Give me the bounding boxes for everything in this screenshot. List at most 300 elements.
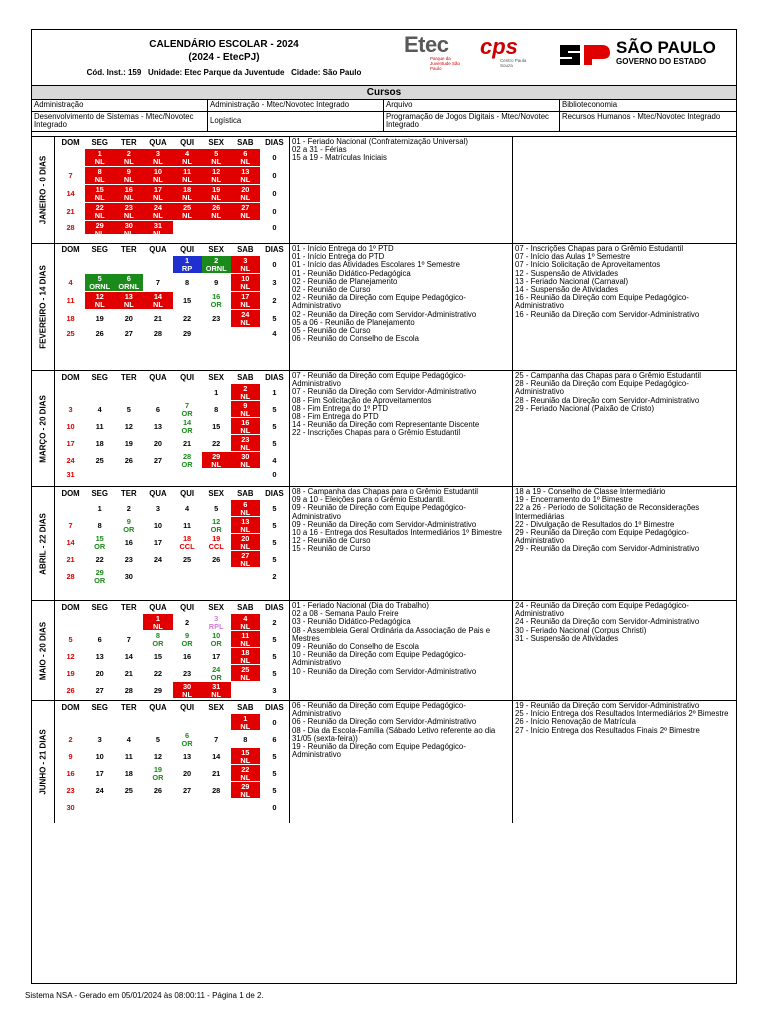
event-item: 05 a 06 - Reunião de Planejamento (292, 317, 415, 327)
month-block (32, 486, 736, 600)
courses-heading: Cursos (32, 85, 736, 100)
month-grid (56, 244, 290, 370)
school-days-count: 5 (260, 748, 289, 765)
event-item: 10 - Reunião da Direção com Servidor-Administrativo (292, 666, 477, 676)
day-cell: 25 (173, 551, 202, 568)
day-cell (231, 568, 260, 585)
events-column-right (513, 244, 736, 370)
event-item: 09 - Reunião da Direção com Servidor-Administrativo (292, 519, 477, 529)
school-days-count: 2 (260, 568, 289, 585)
week-row (56, 799, 289, 816)
school-days-count: 1 (260, 384, 289, 401)
day-cell: 15 (202, 418, 231, 435)
event-item: 25 - Início Entrega dos Resultados Intermediários 2º Bimestre (515, 709, 729, 719)
day-cell: 17 NL (143, 185, 172, 203)
day-cell (143, 256, 172, 274)
day-cell: 4 (173, 500, 202, 517)
day-cell: 15 NL (231, 748, 260, 765)
event-item: 01 - Reunião Didático-Pedagógica (292, 268, 411, 278)
event-item: 16 - Reunião da Direção com Equipe Pedagógico-Administrativo (515, 293, 689, 311)
weekday-header: SEG (85, 701, 114, 714)
day-cell: 11 (85, 418, 114, 435)
school-days-count: 4 (260, 328, 289, 340)
day-cell: 27 NL (231, 551, 260, 568)
day-cell: 28 (114, 682, 143, 699)
sp-emblem-icon (558, 41, 612, 67)
day-cell: 29 NL (231, 782, 260, 799)
event-item: 15 a 19 - Matrículas Iniciais (292, 153, 387, 163)
school-days-count: 4 (260, 452, 289, 469)
day-cell: 11 NL (231, 631, 260, 648)
day-cell: 22 NL (231, 765, 260, 782)
day-cell: 5 NL (202, 149, 231, 167)
day-cell: 4 (114, 731, 143, 748)
day-cell: 26 (114, 452, 143, 469)
weekday-header: TER (114, 371, 143, 384)
week-row (56, 614, 289, 631)
week-row (56, 517, 289, 534)
weekday-header: SAB (231, 137, 260, 149)
day-cell: 2 NL (231, 384, 260, 401)
school-days-count: 2 (260, 292, 289, 310)
course-cell: Recursos Humanos - Mtec/Novotec Integrado (562, 112, 721, 121)
footer-text: Sistema NSA - Gerado em 05/01/2024 às 08:00:11 - Página 1 de 2. (25, 991, 264, 1000)
day-cell: 31 NL (143, 221, 172, 235)
event-item: 19 - Reunião da Direção com Servidor-Administrativo (515, 701, 700, 710)
event-item: 19 - Encerramento do 1º Bimestre (515, 495, 633, 505)
month-label: ABRIL - 22 DIAS (32, 487, 55, 600)
event-item: 08 - Fim Solicitação de Aproveitamentos (292, 395, 432, 405)
event-item: 09 - Reunião do Conselho de Escola (292, 642, 420, 652)
day-cell: 6 NL (231, 149, 260, 167)
day-cell: 30 NL (231, 452, 260, 469)
event-item: 01 - Início Entrega do 1º PTD (292, 244, 394, 253)
day-cell: 4 NL (173, 149, 202, 167)
day-cell: 7 OR (173, 401, 202, 418)
day-cell: 23 (56, 782, 85, 799)
day-cell: 21 (56, 203, 85, 221)
event-item: 22 - Inscrições Chapas para o Grêmio Estudantil (292, 428, 461, 438)
day-cell: 25 (56, 328, 85, 340)
day-cell: 18 CCL (173, 534, 202, 551)
week-row (56, 221, 289, 238)
weekday-header: QUI (173, 137, 202, 149)
weekday-header: TER (114, 137, 143, 149)
day-cell: 23 NL (114, 203, 143, 221)
courses-row (32, 100, 736, 112)
day-cell: 29 (143, 682, 172, 699)
school-days-count: 5 (260, 435, 289, 452)
day-cell: 19 OR (143, 765, 172, 782)
weekday-header: SEG (85, 371, 114, 384)
day-cell: 23 (202, 310, 231, 328)
day-cell (85, 714, 114, 731)
day-cell: 17 (143, 534, 172, 551)
event-item: 02 - Reunião da Direção com Servidor-Administrativo (292, 309, 477, 319)
week-row (56, 551, 289, 568)
month-block (32, 370, 736, 486)
school-days-count: 5 (260, 534, 289, 551)
day-cell: 25 (114, 782, 143, 799)
day-cell (173, 221, 202, 235)
day-cell: 13 (173, 748, 202, 765)
event-item: 09 a 10 - Eleições para o Grêmio Estudantil. (292, 495, 445, 505)
day-cell (56, 500, 85, 517)
weekday-header-row (56, 137, 289, 149)
day-cell: 10 (56, 418, 85, 435)
school-days-count: 0 (260, 469, 289, 481)
day-cell: 4 (85, 401, 114, 418)
event-item: 22 - Divulgação de Resultados do 1º Bimestre (515, 519, 675, 529)
school-days-count: 3 (260, 682, 289, 699)
day-cell: 17 (202, 648, 231, 665)
day-cell (202, 328, 231, 340)
day-cell: 24 NL (231, 310, 260, 328)
weekday-header: TER (114, 601, 143, 614)
calendar-title: CALENDÁRIO ESCOLAR - 2024 (149, 39, 299, 50)
event-item: 02 a 31 - Férias (292, 145, 347, 155)
day-cell: 26 (202, 551, 231, 568)
week-row (56, 292, 289, 310)
event-item: 18 a 19 - Conselho de Classe Intermediário (515, 487, 666, 496)
course-cell: Logística (208, 112, 384, 131)
day-cell (173, 714, 202, 731)
day-cell: 6 (85, 631, 114, 648)
event-item: 12 - Suspensão de Atividades (515, 268, 619, 278)
day-cell: 1 NL (231, 714, 260, 731)
event-item: 24 - Reunião da Direção com Equipe Pedagógico-Administrativo (515, 601, 689, 619)
day-cell: 8 (231, 731, 260, 748)
day-cell: 14 (56, 534, 85, 551)
day-cell (85, 614, 114, 631)
event-item: 12 - Reunião de Curso (292, 536, 371, 546)
day-cell: 1 RP (173, 256, 202, 274)
school-days-count: 5 (260, 782, 289, 799)
day-cell: 20 (85, 665, 114, 682)
course-cell: Desenvolvimento de Sistemas - Mtec/Novotec Integrado (32, 112, 208, 131)
event-item: 14 - Reunião da Direção com Representante Discente (292, 420, 480, 430)
day-cell: 2 (114, 500, 143, 517)
day-cell: 8 NL (85, 167, 114, 185)
event-item: 02 - Reunião de Curso (292, 285, 371, 295)
week-row (56, 401, 289, 418)
weekday-header: QUA (143, 601, 172, 614)
weekday-header: SEG (85, 601, 114, 614)
day-cell (202, 799, 231, 816)
event-item: 02 - Reunião da Direção com Equipe Pedagógico-Administrativo (292, 293, 466, 311)
day-cell: 12 (143, 748, 172, 765)
events-column-right (513, 487, 736, 600)
day-cell: 28 OR (173, 452, 202, 469)
day-cell: 1 NL (143, 614, 172, 631)
weekday-header: TER (114, 244, 143, 256)
day-cell: 1 (85, 500, 114, 517)
day-cell: 18 (85, 435, 114, 452)
day-cell: 3 (56, 401, 85, 418)
school-days-count: 5 (260, 665, 289, 682)
day-cell: 3 RPL (202, 614, 231, 631)
day-cell: 17 (85, 765, 114, 782)
events-column-left (290, 244, 513, 370)
weekday-header: DOM (56, 701, 85, 714)
month-grid (56, 137, 290, 243)
event-item: 15 - Reunião de Curso (292, 544, 371, 554)
weekday-header: QUI (173, 371, 202, 384)
day-cell: 17 (56, 435, 85, 452)
event-item: 01 - Feriado Nacional (Dia do Trabalho) (292, 601, 429, 610)
day-cell: 16 (173, 648, 202, 665)
weekday-header-row (56, 701, 289, 714)
day-cell: 13 NL (114, 292, 143, 310)
week-row (56, 185, 289, 203)
school-days-count: 0 (260, 185, 289, 203)
week-row (56, 274, 289, 292)
day-cell (143, 384, 172, 401)
day-cell: 26 (143, 782, 172, 799)
week-row (56, 500, 289, 517)
month-block (32, 243, 736, 370)
event-item: 10 - Reunião da Direção com Equipe Pedagógico-Administrativo (292, 650, 466, 668)
day-cell: 14 OR (173, 418, 202, 435)
weekday-header: SEG (85, 244, 114, 256)
day-cell: 15 (143, 648, 172, 665)
weekday-header: SAB (231, 487, 260, 500)
day-cell: 2 ORNL (202, 256, 231, 274)
day-cell: 5 (143, 731, 172, 748)
event-item: 28 - Reunião da Direção com Equipe Pedagógico-Administrativo (515, 379, 689, 397)
day-cell: 20 NL (231, 534, 260, 551)
event-item: 07 - Início Solicitação de Aproveitamentos (515, 260, 661, 270)
events-column-left (290, 601, 513, 700)
day-cell: 7 (202, 731, 231, 748)
event-item: 25 - Campanha das Chapas para o Grêmio Estudantil (515, 371, 701, 380)
day-cell: 9 (202, 274, 231, 292)
institution-info: Cód. Inst.: 159 Unidade: Etec Parque da Juventude Cidade: São Paulo (86, 68, 362, 77)
weekday-header: DIAS (260, 244, 289, 256)
weekday-header: QUA (143, 701, 172, 714)
day-cell: 24 (85, 782, 114, 799)
day-cell: 27 (173, 782, 202, 799)
day-cell (173, 384, 202, 401)
day-cell: 13 (85, 648, 114, 665)
school-days-count: 0 (260, 799, 289, 816)
day-cell: 1 (202, 384, 231, 401)
month-grid (56, 601, 290, 700)
day-cell: 3 NL (143, 149, 172, 167)
day-cell: 24 OR (202, 665, 231, 682)
week-row (56, 452, 289, 469)
event-item: 19 - Reunião da Direção com Equipe Pedagógico-Administrativo (292, 742, 466, 760)
day-cell: 26 (56, 682, 85, 699)
day-cell: 1 NL (85, 149, 114, 167)
day-cell: 22 (173, 310, 202, 328)
day-cell: 28 (56, 568, 85, 585)
weekday-header: SAB (231, 244, 260, 256)
event-item: 08 - Fim Entrega do PTD (292, 412, 379, 422)
day-cell: 5 (202, 500, 231, 517)
day-cell (231, 682, 260, 699)
month-label: MAIO - 20 DIAS (32, 601, 55, 700)
day-cell: 8 (85, 517, 114, 534)
school-days-count: 5 (260, 500, 289, 517)
event-item: 29 - Reunião da Direção com Equipe Pedagógico-Administrativo (515, 528, 689, 546)
day-cell: 23 (114, 551, 143, 568)
event-item: 07 - Reunião da Direção com Servidor-Administrativo (292, 387, 477, 397)
day-cell (114, 384, 143, 401)
week-row (56, 534, 289, 551)
course-cell: Programação de Jogos Digitais - Mtec/Novotec Integrado (384, 112, 560, 131)
month-label: MARÇO - 20 DIAS (32, 371, 55, 486)
weekday-header: SEX (202, 137, 231, 149)
day-cell: 25 NL (173, 203, 202, 221)
day-cell: 5 ORNL (85, 274, 114, 292)
day-cell: 22 NL (85, 203, 114, 221)
day-cell: 14 (202, 748, 231, 765)
events-column-right (513, 701, 736, 823)
week-row (56, 631, 289, 648)
week-row (56, 418, 289, 435)
day-cell: 20 NL (231, 185, 260, 203)
month-label: FEVEREIRO - 14 DIAS (32, 244, 55, 370)
day-cell: 6 ORNL (114, 274, 143, 292)
day-cell: 24 (143, 551, 172, 568)
day-cell: 21 (56, 551, 85, 568)
day-cell: 14 NL (143, 292, 172, 310)
day-cell: 19 CCL (202, 534, 231, 551)
day-cell: 30 NL (173, 682, 202, 699)
events-column-left (290, 487, 513, 600)
school-days-count: 0 (260, 167, 289, 185)
day-cell: 23 NL (231, 435, 260, 452)
weekday-header: DOM (56, 371, 85, 384)
course-cell: Arquivo (384, 100, 560, 111)
event-item: 10 a 16 - Entrega dos Resultados Intermediários 1º Bimestre (292, 528, 503, 538)
event-item: 29 - Feriado Nacional (Paixão de Cristo) (515, 403, 655, 413)
weekday-header: QUI (173, 601, 202, 614)
day-cell: 12 (114, 418, 143, 435)
weekday-header: QUI (173, 487, 202, 500)
header (32, 30, 736, 85)
week-row (56, 310, 289, 328)
school-days-count: 2 (260, 614, 289, 631)
weekday-header: DIAS (260, 601, 289, 614)
day-cell: 19 (85, 310, 114, 328)
weekday-header: SEX (202, 487, 231, 500)
day-cell: 30 (114, 568, 143, 585)
week-row (56, 748, 289, 765)
event-item: 13 - Feriado Nacional (Carnaval) (515, 276, 629, 286)
day-cell: 11 (114, 748, 143, 765)
event-item: 06 - Reunião do Conselho de Escola (292, 334, 420, 344)
day-cell: 9 (56, 748, 85, 765)
day-cell: 22 (202, 435, 231, 452)
day-cell: 8 (202, 401, 231, 418)
week-row (56, 568, 289, 585)
day-cell: 8 OR (143, 631, 172, 648)
week-row (56, 782, 289, 799)
day-cell: 21 (143, 310, 172, 328)
weekday-header: QUA (143, 371, 172, 384)
weekday-header: SEX (202, 701, 231, 714)
month-grid (56, 371, 290, 486)
weekday-header: TER (114, 487, 143, 500)
event-item: 07 - Reunião da Direção com Equipe Pedagógico-Administrativo (292, 371, 466, 389)
etec-logo: Etec Parque da Juventude São Paulo (404, 32, 461, 71)
day-cell: 2 (173, 614, 202, 631)
day-cell: 10 OR (202, 631, 231, 648)
day-cell (85, 256, 114, 274)
week-row (56, 469, 289, 481)
day-cell: 2 (56, 731, 85, 748)
day-cell: 16 NL (114, 185, 143, 203)
event-item: 02 a 08 - Semana Paulo Freire (292, 609, 399, 619)
school-days-count: 5 (260, 765, 289, 782)
sao-paulo-government-logo: SÃO PAULO GOVERNO DO ESTADO (558, 39, 718, 69)
day-cell (85, 384, 114, 401)
day-cell (56, 614, 85, 631)
day-cell: 28 (56, 221, 85, 235)
day-cell (231, 469, 260, 481)
day-cell: 19 (114, 435, 143, 452)
day-cell (56, 256, 85, 274)
month-label: JUNHO - 21 DIAS (32, 701, 55, 823)
event-item: 08 - Fim Entrega do 1º PTD (292, 403, 389, 413)
event-item: 30 - Feriado Nacional (Corpus Christi) (515, 625, 647, 635)
school-days-count: 5 (260, 551, 289, 568)
day-cell: 31 (56, 469, 85, 481)
day-cell (202, 568, 231, 585)
event-item: 01 - Início das Atividades Escolares 1º Semestre (292, 260, 460, 270)
day-cell: 19 (56, 665, 85, 682)
event-item: 16 - Reunião da Direção com Servidor-Administrativo (515, 309, 700, 319)
weekday-header: DIAS (260, 701, 289, 714)
day-cell (143, 799, 172, 816)
day-cell: 30 (56, 799, 85, 816)
course-cell: Biblioteconomia (562, 100, 618, 109)
course-cell: Administração - Mtec/Novotec Integrado (208, 100, 384, 111)
weekday-header: QUI (173, 701, 202, 714)
day-cell: 10 NL (143, 167, 172, 185)
event-item: 06 - Reunião da Direção com Equipe Pedagógico-Administrativo (292, 701, 466, 719)
day-cell: 7 (114, 631, 143, 648)
day-cell: 3 (143, 500, 172, 517)
weekday-header: DOM (56, 601, 85, 614)
day-cell: 21 (173, 435, 202, 452)
weekday-header: TER (114, 701, 143, 714)
events-column-left (290, 701, 513, 823)
day-cell: 13 (143, 418, 172, 435)
day-cell: 7 (56, 517, 85, 534)
weekday-header: DOM (56, 487, 85, 500)
day-cell: 9 NL (231, 401, 260, 418)
day-cell (231, 328, 260, 340)
week-row (56, 149, 289, 167)
week-row (56, 256, 289, 274)
day-cell: 13 NL (231, 517, 260, 534)
day-cell: 16 (114, 534, 143, 551)
day-cell (85, 799, 114, 816)
weekday-header: DOM (56, 244, 85, 256)
day-cell: 28 (143, 328, 172, 340)
day-cell: 14 (56, 185, 85, 203)
school-days-count: 0 (260, 203, 289, 221)
courses-row (32, 112, 736, 132)
day-cell (56, 714, 85, 731)
day-cell: 25 NL (231, 665, 260, 682)
school-days-count: 5 (260, 418, 289, 435)
day-cell: 12 NL (202, 167, 231, 185)
day-cell: 27 (114, 328, 143, 340)
